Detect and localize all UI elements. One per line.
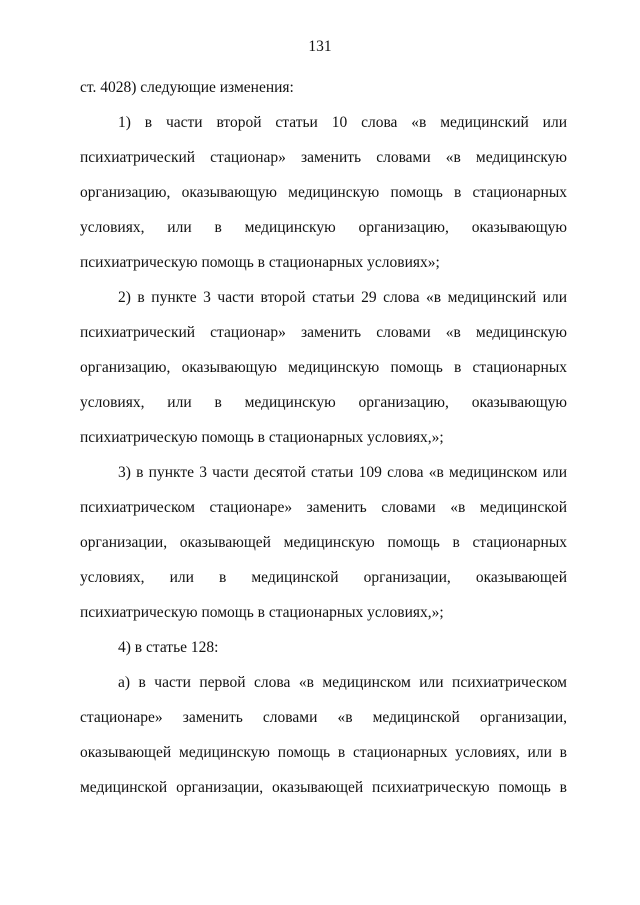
text-line-7: 2) в пункте 3 части второй статьи 29 слова «в медицинский или (118, 289, 567, 306)
text-line-6: психиатрическую помощь в стационарных условиях»; (80, 254, 440, 271)
text-line-14: организации, оказывающей медицинскую помощь в стационарных (80, 534, 567, 551)
text-line-19: стационаре» заменить словами «в медицинской организации, (80, 709, 567, 726)
text-line-17: 4) в статье 128: (118, 639, 219, 656)
text-line-18: а) в части первой слова «в медицинском или психиатрическом (118, 674, 567, 691)
text-line-13: психиатрическом стационаре» заменить словами «в медицинской (80, 499, 567, 516)
text-line-15: условиях, или в медицинской организации, оказывающей (80, 569, 567, 586)
text-line-9: организацию, оказывающую медицинскую помощь в стационарных (80, 359, 567, 376)
document-body (80, 78, 567, 813)
text-line-5: условиях, или в медицинскую организацию, оказывающую (80, 219, 567, 236)
page-number: 131 (308, 38, 332, 55)
text-line-10: условиях, или в медицинскую организацию, оказывающую (80, 394, 567, 411)
text-line-16: психиатрическую помощь в стационарных условиях,»; (80, 604, 444, 621)
text-line-3: психиатрический стационар» заменить словами «в медицинскую (80, 149, 567, 166)
text-line-8: психиатрический стационар» заменить словами «в медицинскую (80, 324, 567, 341)
text-line-20: оказывающей медицинскую помощь в стационарных условиях, или в (80, 744, 567, 761)
text-line-1: ст. 4028) следующие изменения: (80, 79, 294, 96)
text-line-21: медицинской организации, оказывающей психиатрическую помощь в (80, 779, 567, 796)
text-line-2: 1) в части второй статьи 10 слова «в медицинский или (118, 114, 567, 131)
text-line-12: 3) в пункте 3 части десятой статьи 109 слова «в медицинском или (118, 464, 567, 481)
text-line-4: организацию, оказывающую медицинскую помощь в стационарных (80, 184, 567, 201)
text-line-11: психиатрическую помощь в стационарных условиях,»; (80, 429, 444, 446)
